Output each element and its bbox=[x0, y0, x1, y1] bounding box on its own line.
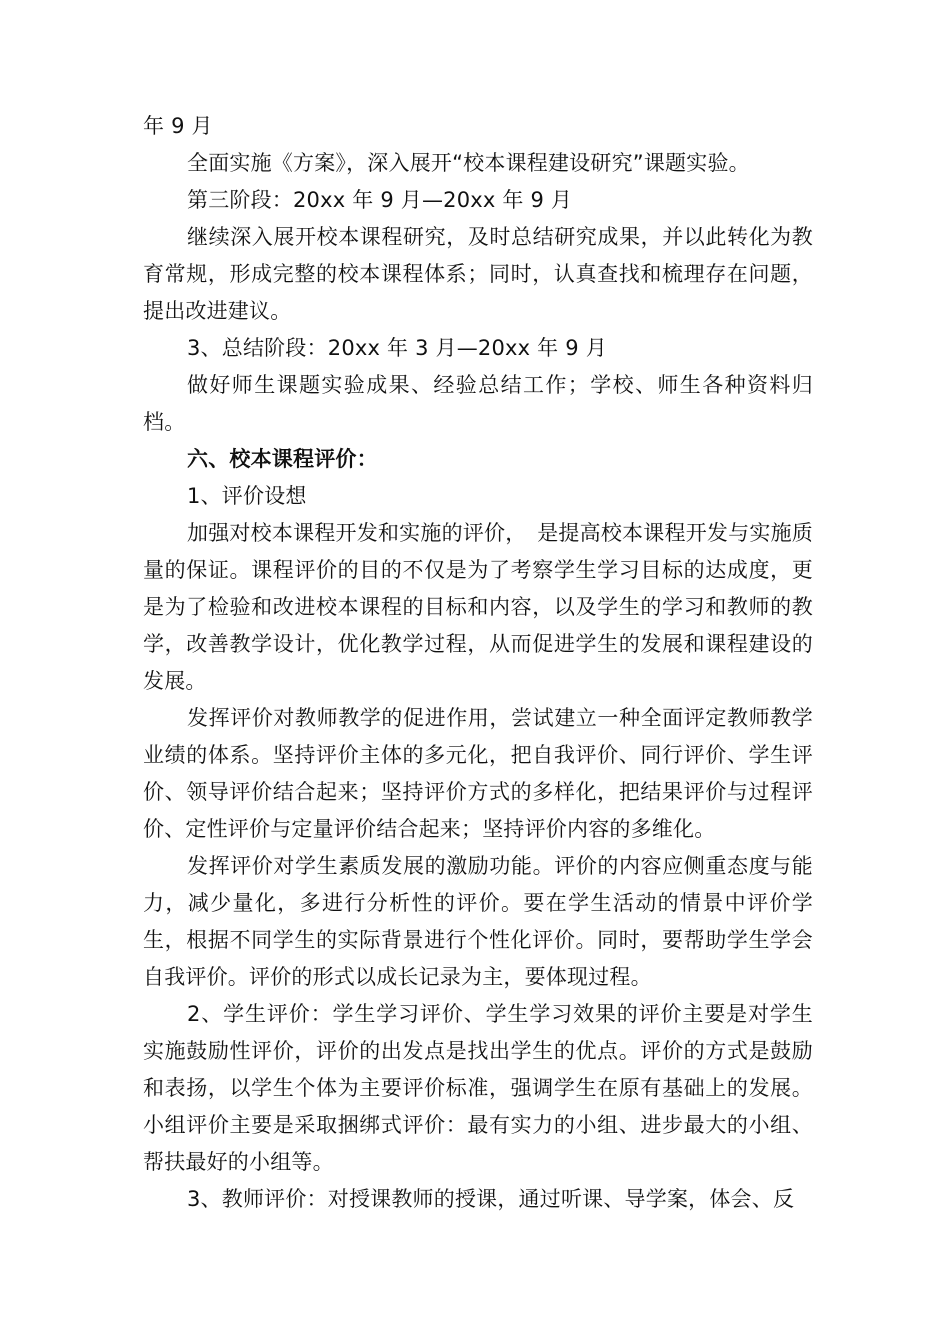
section-heading-evaluation: 六、校本课程评价： bbox=[187, 447, 378, 471]
paragraph-summary-detail: 做好师生课题实验成果、经验总结工作；学校、师生各种资料归档。 bbox=[143, 373, 813, 434]
paragraph-evaluation-purpose: 加强对校本课程开发和实施的评价， 是提高校本课程开发与实施质量的保证。课程评价的目的不仅是为了考察学生学习目标的达成度，更是为了检验和改进校本课程的目标和内容，以及学生的学习和教师的教学，改善教学设计，优化教学过程，从而促进学生的发展和课程建设的发展。 bbox=[143, 521, 813, 693]
paragraph-continuation: 年 9 月 bbox=[143, 114, 213, 138]
paragraph-phase-three: 第三阶段：20xx 年 9 月—20xx 年 9 月 bbox=[187, 188, 573, 212]
paragraph-student-evaluation-role: 发挥评价对学生素质发展的激励功能。评价的内容应侧重态度与能力，减少量化，多进行分析性的评价。要在学生活动的情景中评价学生，根据不同学生的实际背景进行个性化评价。同时，要帮助学生学会自我评价。评价的形式以成长记录为主，要体现过程。 bbox=[143, 854, 813, 989]
document-body bbox=[143, 108, 813, 1218]
paragraph-summary-phase: 3、总结阶段：20xx 年 3 月—20xx 年 9 月 bbox=[187, 336, 607, 360]
paragraph-implementation: 全面实施《方案》，深入展开“校本课程建设研究”课题实验。 bbox=[187, 151, 750, 175]
paragraph-teacher-evaluation-role: 发挥评价对教师教学的促进作用，尝试建立一种全面评定教师教学业绩的体系。坚持评价主体的多元化，把自我评价、同行评价、学生评价、领导评价结合起来；坚持评价方式的多样化，把结果评价与过程评价、定性评价与定量评价结合起来；坚持评价内容的多维化。 bbox=[143, 706, 813, 841]
paragraph-teacher-evaluation: 3、教师评价：对授课教师的授课，通过听课、导学案，体会、反 bbox=[187, 1187, 795, 1211]
paragraph-phase-three-detail: 继续深入展开校本课程研究，及时总结研究成果，并以此转化为教育常规，形成完整的校本课程体系；同时，认真查找和梳理存在问题，提出改进建议。 bbox=[143, 225, 813, 323]
subheading-evaluation-plan: 1、评价设想 bbox=[187, 484, 307, 508]
paragraph-student-evaluation: 2、学生评价：学生学习评价、学生学习效果的评价主要是对学生实施鼓励性评价，评价的出发点是找出学生的优点。评价的方式是鼓励和表扬，以学生个体为主要评价标准，强调学生在原有基础上的发展。小组评价主要是采取捆绑式评价：最有实力的小组、进步最大的小组、帮扶最好的小组等。 bbox=[143, 1002, 813, 1174]
